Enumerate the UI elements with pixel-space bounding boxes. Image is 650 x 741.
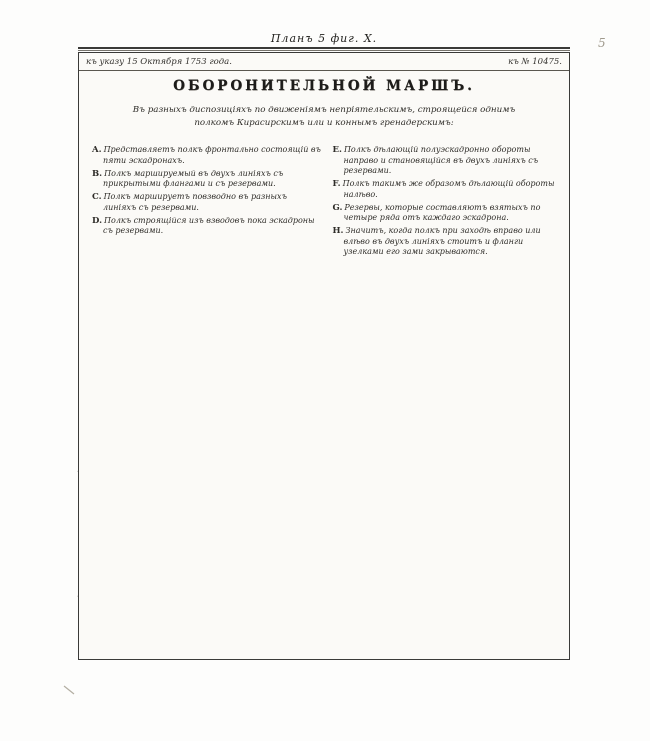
- legend-key: F.: [332, 179, 341, 189]
- legend-text: Представляетъ полкъ фронтально состоящій въ пяти эскадронахъ.: [103, 145, 321, 165]
- top-rule-thin: [78, 50, 570, 51]
- legend-item-C: [92, 192, 323, 213]
- legend-text: Полкъ дѣлающій полуэскадронно обороты направо и становящійся въ двухъ линіяхъ съ резервами.: [343, 145, 539, 175]
- document-frame: [78, 52, 570, 660]
- legend-text: Полкъ строящійся изъ взводовъ пока эскадроны съ резервами.: [103, 215, 315, 235]
- plan-caption: Планъ 5 фиг. X.: [270, 32, 378, 45]
- legend-text: Резервы, которые составляютъ взятыхъ по четыре ряда отъ каждаго эскадрона.: [343, 202, 541, 222]
- legend-item-A: [92, 145, 323, 166]
- legend-item-B: [92, 169, 323, 190]
- legend-text: Полкъ такимъ же образомъ дѣлающій обороты налѣво.: [342, 179, 555, 199]
- file-number: къ № 10475.: [508, 57, 562, 67]
- legend-item-E: [333, 145, 564, 177]
- legend-item-H: [333, 226, 564, 258]
- subtitle: [79, 104, 569, 130]
- subtitle-line2: полкомъ Кирасирскимъ или и коннымъ гренадерскимъ:: [194, 118, 454, 128]
- pencil-mark: [64, 686, 74, 694]
- top-rule: [78, 47, 570, 49]
- legend-key: A.: [92, 145, 102, 155]
- legend-text: Значитъ, когда полкъ при заходѣ вправо или влѣво въ двухъ линіяхъ стоитъ и фланги узелками его зами закрываются.: [343, 226, 541, 256]
- legend-right-column: [333, 145, 564, 260]
- legend-item-F: [333, 179, 564, 200]
- legend-text: Полкъ маршируетъ повзводно въ разныхъ линіяхъ съ резервами.: [103, 192, 287, 212]
- legend-item-G: [333, 203, 564, 224]
- legend-key: B.: [92, 168, 103, 179]
- legend-text: Полкъ маршируемый въ двухъ линіяхъ съ прикрытыми флангами и съ резервами.: [103, 168, 284, 188]
- subtitle-line1: Въ разныхъ диспозиціяхъ по движеніямъ непріятельскимъ, строящейся однимъ: [132, 105, 516, 115]
- legend-key: H.: [332, 226, 344, 236]
- corner-page-number: 5: [598, 36, 606, 50]
- legend-key: D.: [92, 215, 103, 226]
- legend-key: C.: [92, 192, 102, 202]
- header-divider: [79, 70, 569, 71]
- legend: [92, 145, 563, 260]
- legend-key: G.: [332, 202, 343, 213]
- decree-note: къ указу 15 Октября 1753 года.: [86, 57, 232, 67]
- legend-item-D: [92, 216, 323, 237]
- page-title: ОБОРОНИТЕЛЬНОЙ МАРШЪ.: [173, 78, 475, 94]
- legend-key: E.: [332, 145, 342, 155]
- legend-left-column: [92, 145, 323, 260]
